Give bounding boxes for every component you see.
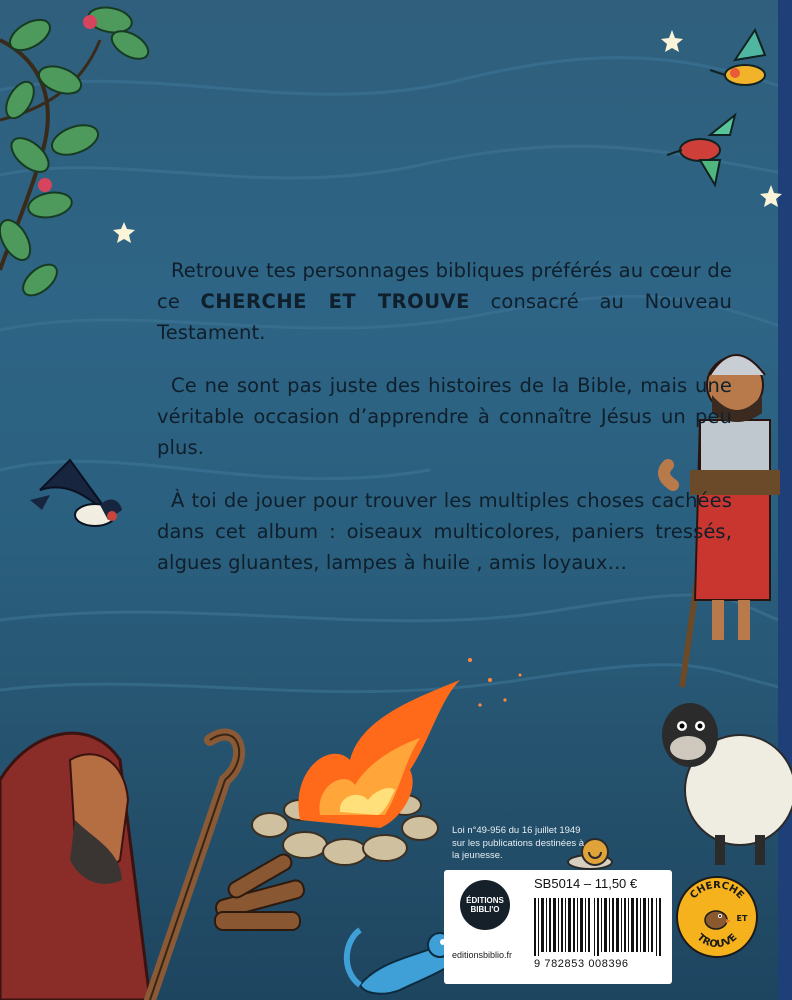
legal-notice: Loi n°49-956 du 16 juillet 1949 sur les publications destinées à la jeunesse. [452, 825, 585, 861]
hummingbird-bottom [667, 115, 735, 185]
badge-bottom-text: TROUVE [694, 931, 740, 951]
badge-top-text: CHERCHE [688, 880, 746, 902]
leaf-branch [0, 4, 153, 301]
sheep [662, 703, 792, 865]
barcode-card [444, 870, 672, 984]
reference-price: SB5014 – 11,50 € [534, 876, 638, 891]
logo-line-1: ÉDITIONS [466, 896, 504, 905]
paragraph-challenge [157, 485, 732, 578]
purpose-text: Ce ne sont pas juste des histoires de la Bible, mais une véritable occasion d’apprendre à connaître Jésus un peu plus. [157, 374, 732, 459]
swallow-bird [30, 460, 122, 526]
cherche-et-trouve-badge [676, 876, 758, 958]
spine-strip [778, 0, 792, 1000]
firewood [214, 852, 306, 930]
publisher-website: editionsbiblio.fr [452, 950, 513, 960]
hooded-shepherd [0, 733, 239, 1000]
intro-text-start: Retrouve tes personnages bibliques préférés au cœur de ce [157, 259, 732, 313]
publisher-logo [460, 880, 510, 930]
back-cover-text [157, 255, 732, 600]
logo-line-2: BIBLI'O [470, 905, 500, 914]
isbn-number: 9 782853 008396 [534, 958, 629, 970]
intro-text-end: consacré au Nouveau Testament. [157, 290, 732, 344]
paragraph-purpose [157, 370, 732, 463]
hummingbird-top [710, 30, 765, 85]
barcode [534, 898, 662, 956]
badge-middle-text: ET [736, 914, 748, 923]
challenge-text: À toi de jouer pour trouver les multiples choses cachées dans cet album : oiseaux multicolores, paniers tressés, algues gluantes, lampes à huile , amis loyaux… [157, 489, 732, 574]
series-title-emphasis: CHERCHE ET TROUVE [200, 290, 470, 313]
paragraph-intro [157, 255, 732, 348]
